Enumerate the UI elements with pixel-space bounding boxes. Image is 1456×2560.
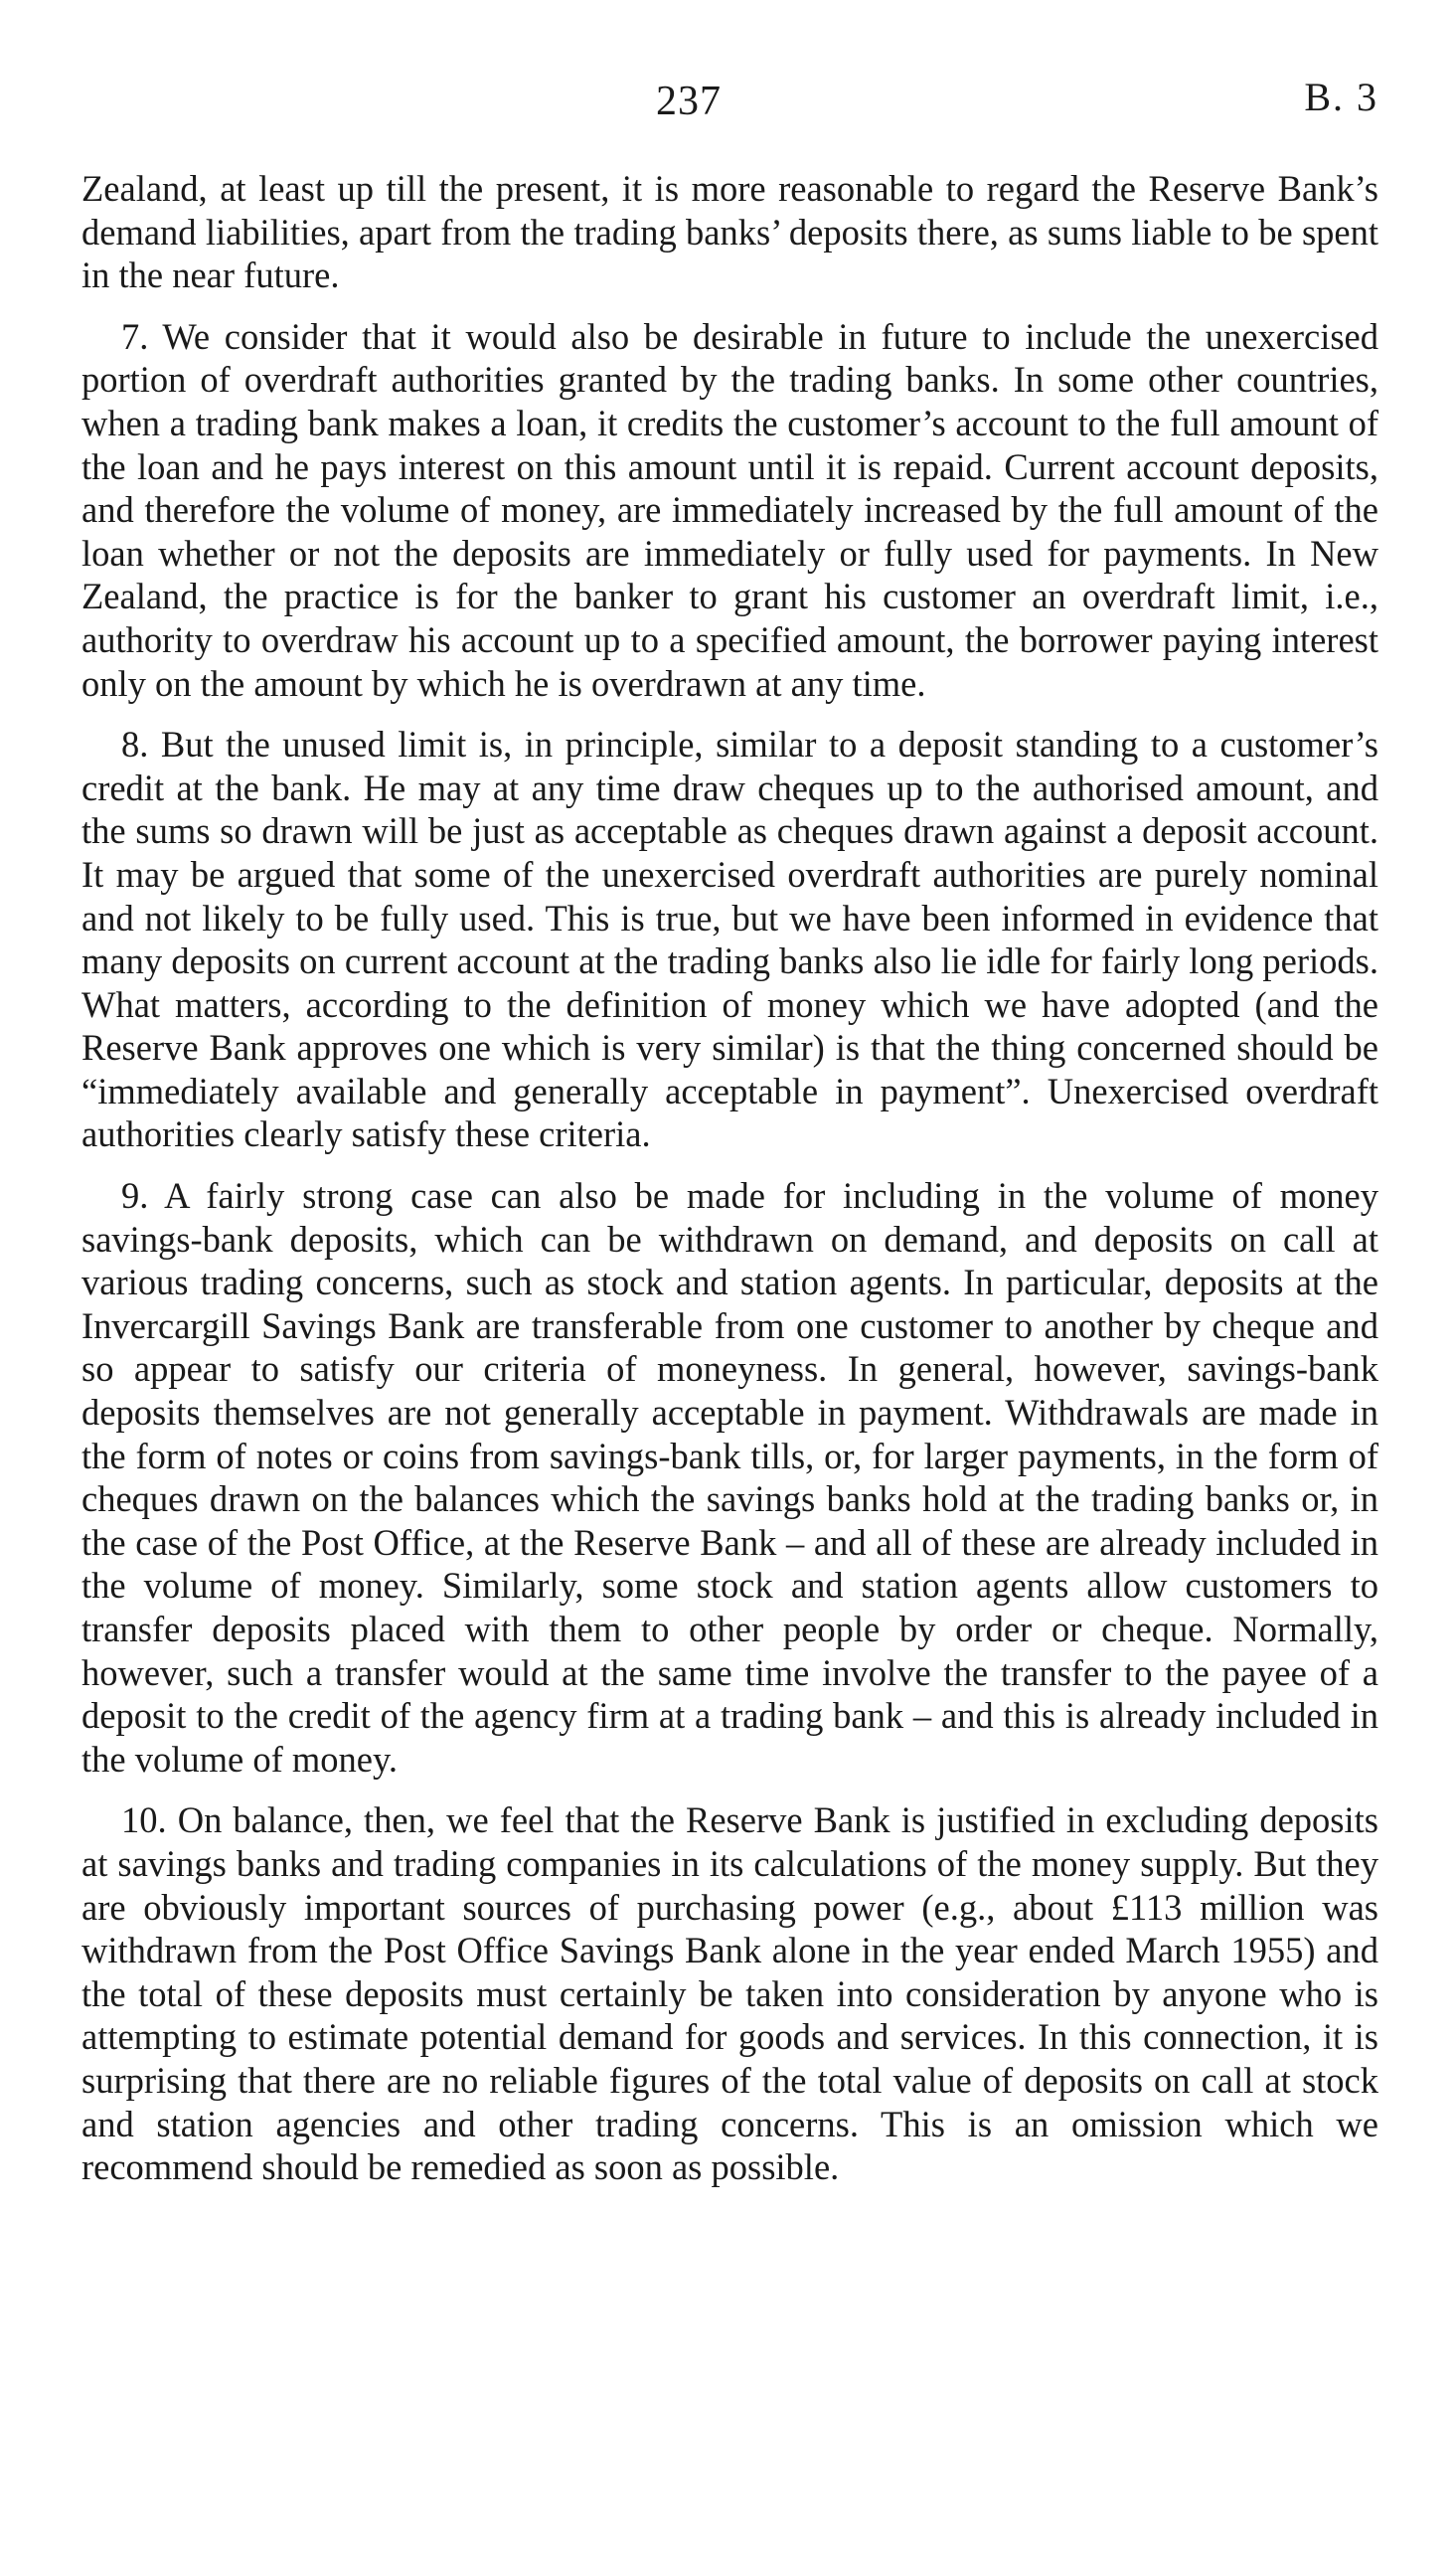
paragraph-10: 10. On balance, then, we feel that the Reserve Bank is justified in excluding deposits at savings banks and trading companies in its calculations of the money supply. But they are obviously important sources of purchasing power (e.g., about £113 million was withdrawn from the Post Office Savings Bank alone in the year ended March 1955) and the total of these deposits must certainly be taken into consideration by anyone who is attempting to estimate potential demand for goods and services. In this connection, it is surprising that there are no reliable figures of the total value of deposits on call at stock and station agencies and other trading concerns. This is an omission which we recommend should be remedied as soon as possible. [81, 1799, 1378, 2188]
document-reference: B. 3 [1304, 75, 1378, 119]
paragraph-7: 7. We consider that it would also be desirable in future to include the unexercised portion of overdraft authorities granted by the trading banks. In some other countries, when a trading bank makes a loan, it credits the customer’s account to the full amount of the loan and he pays interest on this amount until it is repaid. Current account deposits, and therefore the volume of money, are immediately increased by the full amount of the loan whether or not the deposits are immediately or fully used for payments. In New Zealand, the practice is for the banker to grant his customer an overdraft limit, i.e., authority to overdraw his account up to a specified amount, the borrower paying interest only on the amount by which he is overdrawn at any time. [81, 315, 1378, 704]
paragraph-continuation: Zealand, at least up till the present, it is more reasonable to regard the Reserve Bank’s demand liabilities, apart from the trading banks’ deposits there, as sums liable to be spent in the near future. [81, 168, 1378, 296]
paragraph-8: 8. But the unused limit is, in principle, similar to a deposit standing to a customer’s credit at the bank. He may at any time draw cheques up to the authorised amount, and the sums so drawn will be just as acceptable as cheques drawn against a deposit account. It may be argued that some of the unexercised overdraft authorities are purely nominal and not likely to be fully used. This is true, but we have been informed in evidence that many deposits on current account at the trading banks also lie idle for fairly long periods. What matters, according to the definition of money which we have adopted (and the Reserve Bank approves one which is very similar) is that the thing concerned should be “immediately available and generally acceptable in payment”. Unexercised overdraft authorities clearly satisfy these criteria. [81, 724, 1378, 1155]
page-header [0, 70, 1456, 139]
page-number: 237 [656, 79, 722, 124]
paragraph-9: 9. A fairly strong case can also be made for including in the volume of money savings-bank deposits, which can be withdrawn on demand, and deposits on call at various trading concerns, such as stock and station agents. In particular, deposits at the Invercargill Savings Bank are transferable from one customer to another by cheque and so appear to satisfy our criteria of moneyness. In general, however, savings-bank deposits themselves are not generally acceptable in payment. Withdrawals are made in the form of notes or coins from savings-bank tills, or, for larger payments, in the form of cheques drawn on the balances which the savings banks hold at the trading banks or, in the case of the Post Office, at the Reserve Bank – and all of these are already included in the volume of money. Similarly, some stock and station agents allow customers to transfer deposits placed with them to other people by order or cheque. Normally, however, such a transfer would at the same time involve the transfer to the payee of a deposit to the credit of the agency firm at a trading bank – and this is already included in the volume of money. [81, 1175, 1378, 1780]
body-text [81, 167, 1378, 2207]
